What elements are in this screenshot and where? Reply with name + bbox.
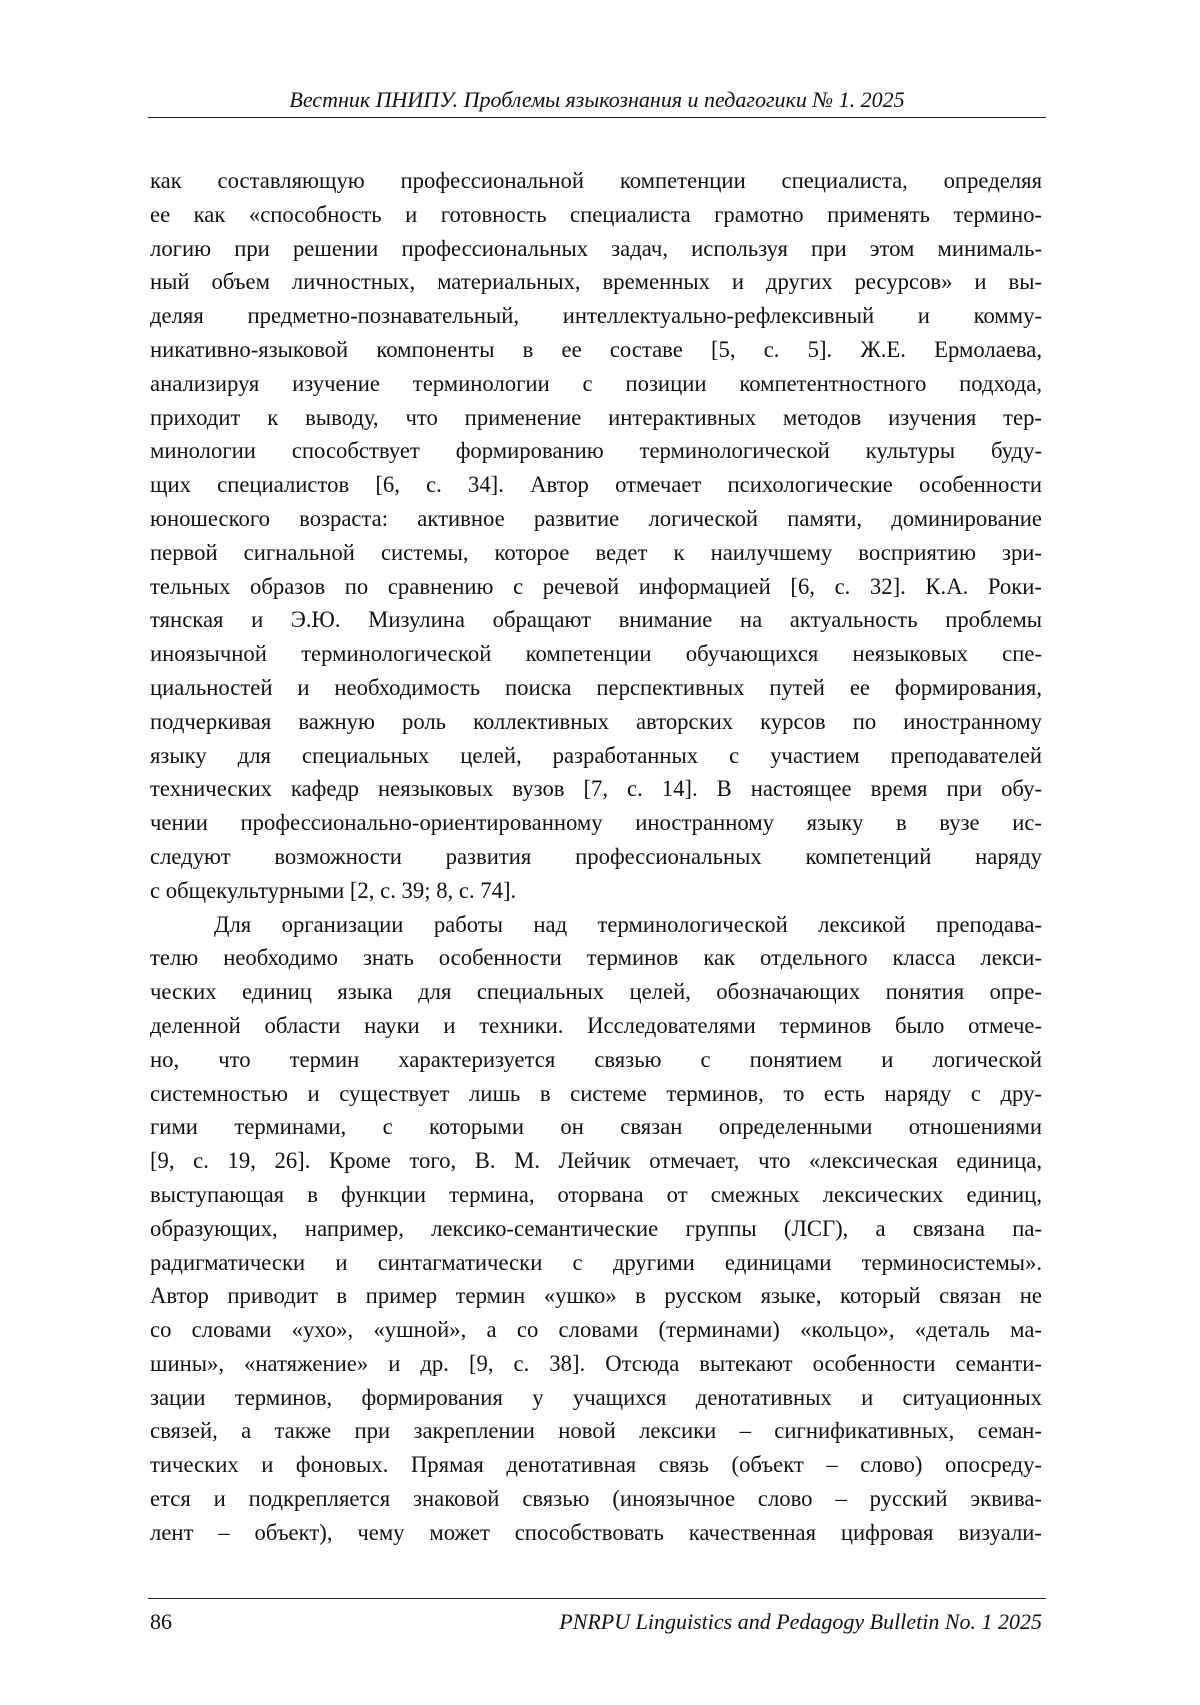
text-line: со словами «ухо», «ушной», а со словами (терминами) «кольцо», «деталь ма- bbox=[150, 1313, 1042, 1347]
text-line: щих специалистов [6, с. 34]. Автор отмечает психологические особенности bbox=[150, 468, 1042, 502]
text-line: приходит к выводу, что применение интерактивных методов изучения тер- bbox=[150, 401, 1042, 435]
text-line: технических кафедр неязыковых вузов [7, с. 14]. В настоящее время при обу- bbox=[150, 772, 1042, 806]
text-line: Автор приводит в пример термин «ушко» в русском языке, который связан не bbox=[150, 1279, 1042, 1313]
text-line: деляя предметно-познавательный, интеллектуально-рефлексивный и комму- bbox=[150, 299, 1042, 333]
paragraph-1 bbox=[150, 164, 1042, 908]
text-line: тельных образов по сравнению с речевой информацией [6, с. 32]. К.А. Роки- bbox=[150, 570, 1042, 604]
text-line: зации терминов, формирования у учащихся денотативных и ситуационных bbox=[150, 1381, 1042, 1415]
text-line: анализируя изучение терминологии с позиции компетентностного подхода, bbox=[150, 367, 1042, 401]
footer-rule bbox=[148, 1598, 1046, 1599]
running-head: Вестник ПНИПУ. Проблемы языкознания и педагогики № 1. 2025 bbox=[148, 83, 1046, 118]
text-line: с общекультурными [2, с. 39; 8, с. 74]. bbox=[150, 874, 1042, 908]
text-line: телю необходимо знать особенности терминов как отдельного класса лекси- bbox=[150, 941, 1042, 975]
text-line: деленной области науки и техники. Исследователями терминов было отмече- bbox=[150, 1009, 1042, 1043]
running-foot: PNRPU Linguistics and Pedagogy Bulletin No. 1 2025 bbox=[559, 1607, 1042, 1637]
text-line: выступающая в функции термина, оторвана от смежных лексических единиц, bbox=[150, 1178, 1042, 1212]
article-body bbox=[150, 164, 1042, 1564]
text-line: как составляющую профессиональной компетенции специалиста, определяя bbox=[150, 164, 1042, 198]
text-line: циальностей и необходимость поиска перспективных путей ее формирования, bbox=[150, 671, 1042, 705]
text-line: юношеского возраста: активное развитие логической памяти, доминирование bbox=[150, 502, 1042, 536]
text-line: подчеркивая важную роль коллективных авторских курсов по иностранному bbox=[150, 705, 1042, 739]
text-line: ческих единиц языка для специальных целей, обозначающих понятия опре- bbox=[150, 975, 1042, 1009]
text-line: логию при решении профессиональных задач, используя при этом минималь- bbox=[150, 232, 1042, 266]
text-line: иноязычной терминологической компетенции обучающихся неязыковых спе- bbox=[150, 637, 1042, 671]
text-line: системностью и существует лишь в системе терминов, то есть наряду с дру- bbox=[150, 1077, 1042, 1111]
text-line: следуют возможности развития профессиональных компетенций наряду bbox=[150, 840, 1042, 874]
page-number: 86 bbox=[150, 1607, 172, 1637]
text-line: но, что термин характеризуется связью с понятием и логической bbox=[150, 1043, 1042, 1077]
text-line: [9, с. 19, 26]. Кроме того, В. М. Лейчик отмечает, что «лексическая единица, bbox=[150, 1144, 1042, 1178]
text-line: образующих, например, лексико-семантические группы (ЛСГ), а связана па- bbox=[150, 1212, 1042, 1246]
text-line: минологии способствует формированию терминологической культуры буду- bbox=[150, 434, 1042, 468]
text-line: никативно-языковой компоненты в ее составе [5, с. 5]. Ж.Е. Ермолаева, bbox=[150, 333, 1042, 367]
text-line: связей, а также при закреплении новой лексики – сигнификативных, семан- bbox=[150, 1414, 1042, 1448]
text-line: ее как «способность и готовность специалиста грамотно применять термино- bbox=[150, 198, 1042, 232]
text-line: первой сигнальной системы, которое ведет к наилучшему восприятию зри- bbox=[150, 536, 1042, 570]
text-line: радигматически и синтагматически с другими единицами терминосистемы». bbox=[150, 1246, 1042, 1280]
paragraph-2 bbox=[150, 908, 1042, 1550]
text-line: лент – объект), чему может способствовать качественная цифровая визуали- bbox=[150, 1516, 1042, 1550]
text-line: шины», «натяжение» и др. [9, с. 38]. Отсюда вытекают особенности семанти- bbox=[150, 1347, 1042, 1381]
text-line: языку для специальных целей, разработанных с участием преподавателей bbox=[150, 739, 1042, 773]
text-line: тических и фоновых. Прямая денотативная связь (объект – слово) опосреду- bbox=[150, 1448, 1042, 1482]
text-line: ный объем личностных, материальных, временных и других ресурсов» и вы- bbox=[150, 265, 1042, 299]
text-line: Для организации работы над терминологической лексикой преподава- bbox=[150, 908, 1042, 942]
text-line: тянская и Э.Ю. Мизулина обращают внимание на актуальность проблемы bbox=[150, 603, 1042, 637]
text-line: гими терминами, с которыми он связан определенными отношениями bbox=[150, 1110, 1042, 1144]
text-line: ется и подкрепляется знаковой связью (иноязычное слово – русский эквива- bbox=[150, 1482, 1042, 1516]
text-line: чении профессионально-ориентированному иностранному языку в вузе ис- bbox=[150, 806, 1042, 840]
